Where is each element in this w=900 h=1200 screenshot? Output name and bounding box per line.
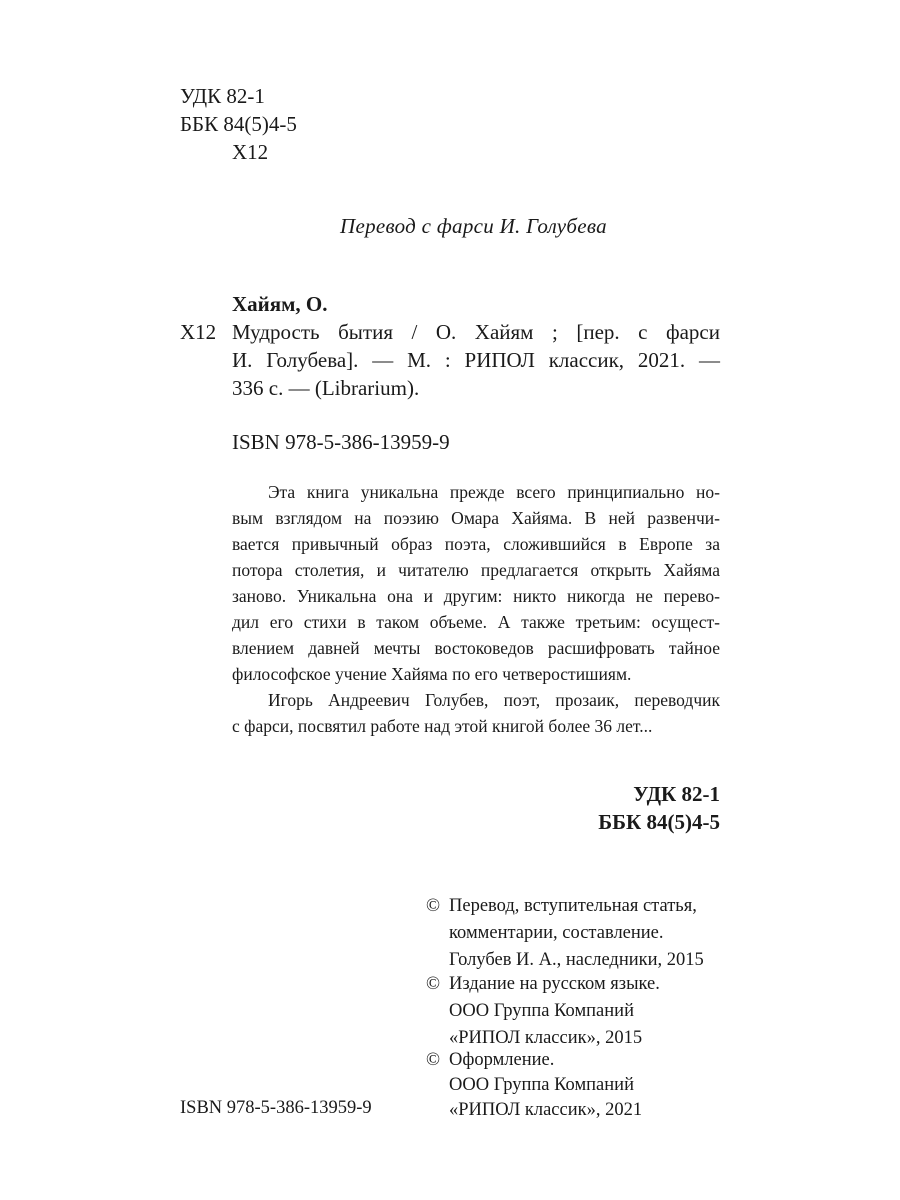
catalog-isbn: ISBN 978-5-386-13959-9 [232,430,450,454]
annotation-line: вым взглядом на поэзию Омара Хайяма. В ней развенчи- [232,508,720,528]
translator-note: Перевод с фарси И. Голубева [340,214,607,238]
copyright-line: комментарии, составление. [449,923,664,943]
annotation-line: философское учение Хайяма по его четверостишиям. [232,664,632,684]
catalog-author-mark: Х12 [180,320,217,344]
annotation-line: заново. Уникальна она и другим: никто никогда не перево- [232,586,720,606]
annotation-line: с фарси, посвятил работе над этой книгой более 36 лет... [232,716,653,736]
bbk-code-top: ББК 84(5)4-5 [180,112,297,136]
annotation-line: Эта книга уникальна прежде всего принципиально но- [268,482,720,502]
copyright-line: «РИПОЛ классик», 2015 [449,1028,643,1048]
copyright-symbol: © [426,896,441,916]
copyright-line: «РИПОЛ классик», 2021 [449,1100,643,1120]
copyright-line: ООО Группа Компаний [449,1001,634,1021]
annotation-line: Игорь Андреевич Голубев, поэт, прозаик, переводчик [268,690,720,710]
catalog-description-line: И. Голубева]. — М. : РИПОЛ классик, 2021. — [232,348,720,372]
copyright-symbol: © [426,1050,441,1070]
bbk-code-bottom: ББК 84(5)4-5 [598,810,720,834]
copyright-symbol: © [426,974,441,994]
copyright-line: ООО Группа Компаний [449,1075,634,1095]
catalog-description-line: 336 с. — (Librarium). [232,376,420,400]
annotation-line: влением давней мечты востоковедов расшифровать тайное [232,638,720,658]
copyright-line: Издание на русском языке. [449,974,660,994]
isbn-bottom: ISBN 978-5-386-13959-9 [180,1098,372,1118]
annotation-line: потора столетия, и читателю предлагается открыть Хайяма [232,560,720,580]
copyright-line: Перевод, вступительная статья, [449,896,697,916]
catalog-author: Хайям, О. [232,292,328,316]
copyright-line: Оформление. [449,1050,555,1070]
udk-code-bottom: УДК 82-1 [633,782,720,806]
copyright-line: Голубев И. А., наследники, 2015 [449,950,704,970]
udk-code-top: УДК 82-1 [180,84,265,108]
catalog-description-line: Мудрость бытия / О. Хайям ; [пер. с фарси [232,320,720,344]
annotation-line: вается привычный образ поэта, сложившийся в Европе за [232,534,720,554]
author-mark-top: Х12 [232,140,269,164]
annotation-line: дил его стихи в таком объеме. А также третьим: осущест- [232,612,720,632]
